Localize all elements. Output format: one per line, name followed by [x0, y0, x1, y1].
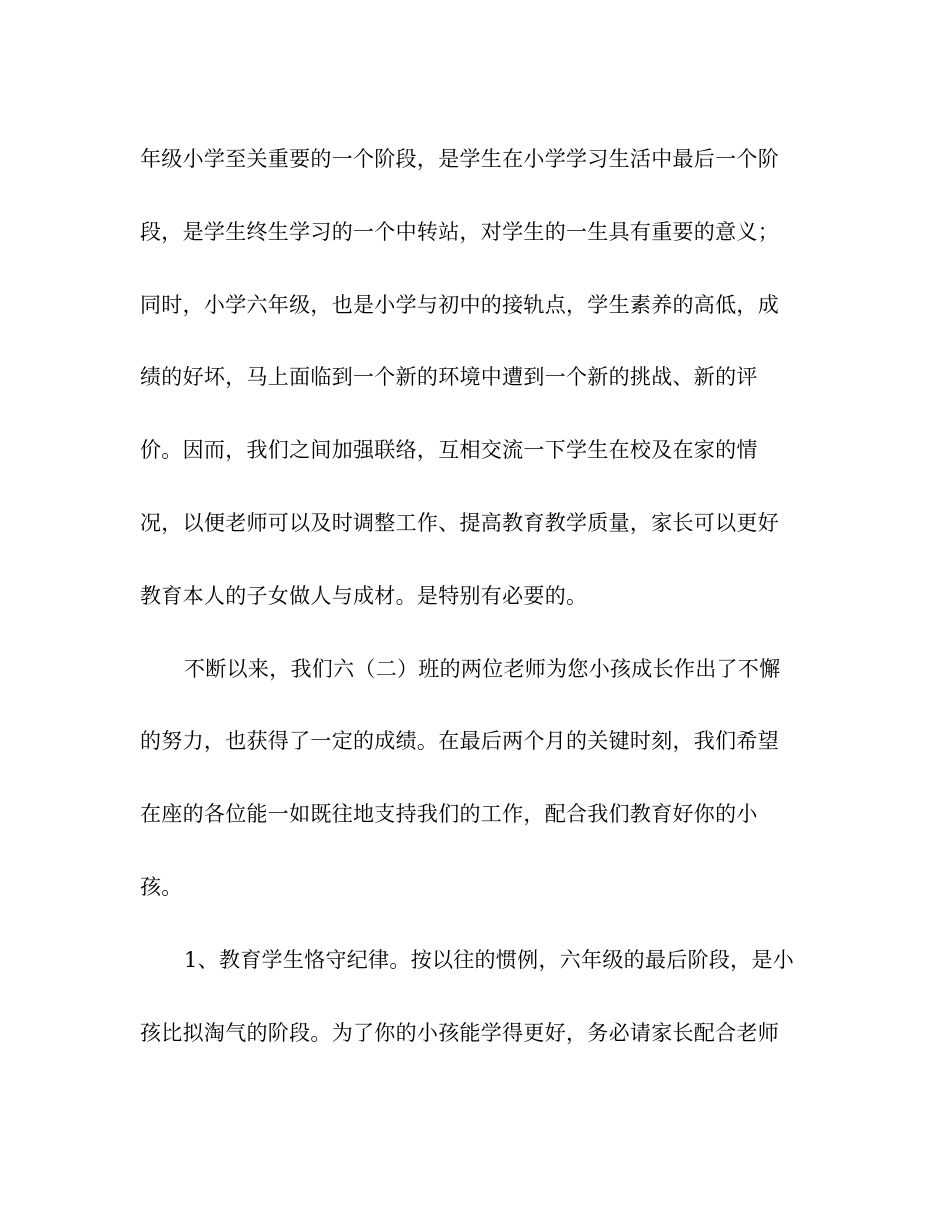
text-line: 价。因而，我们之间加强联络，互相交流一下学生在校及在家的情	[140, 438, 758, 463]
text-line: 教育本人的子女做人与成材。是特别有必要的。	[140, 583, 588, 608]
text-line: 段，是学生终生学习的一个中转站，对学生的一生具有重要的意义；	[140, 219, 779, 244]
paragraph-first-line: 1、教育学生恪守纪律。按以往的惯例，六年级的最后阶段，是小	[184, 947, 795, 972]
text-line: 同时，小学六年级，也是小学与初中的接轨点，学生素养的高低，成	[140, 292, 779, 317]
text-line: 的努力，也获得了一定的成绩。在最后两个月的关键时刻，我们希望	[140, 729, 779, 754]
document-body	[140, 133, 820, 1079]
text-line: 在座的各位能一如既往地支持我们的工作，配合我们教育好你的小	[140, 802, 758, 827]
text-line: 孩比拟淘气的阶段。为了你的小孩能学得更好，务必请家长配合老师	[140, 1020, 779, 1045]
text-line: 绩的好坏，马上面临到一个新的环境中遭到一个新的挑战、新的评	[140, 365, 758, 390]
text-line: 年级小学至关重要的一个阶段，是学生在小学学习生活中最后一个阶	[140, 147, 779, 171]
text-line: 况，以便老师可以及时调整工作、提高教育教学质量，家长可以更好	[140, 510, 779, 535]
text-line: 孩。	[140, 874, 183, 899]
paragraph-first-line: 不断以来，我们六（二）班的两位老师为您小孩成长作出了不懈	[184, 656, 781, 681]
